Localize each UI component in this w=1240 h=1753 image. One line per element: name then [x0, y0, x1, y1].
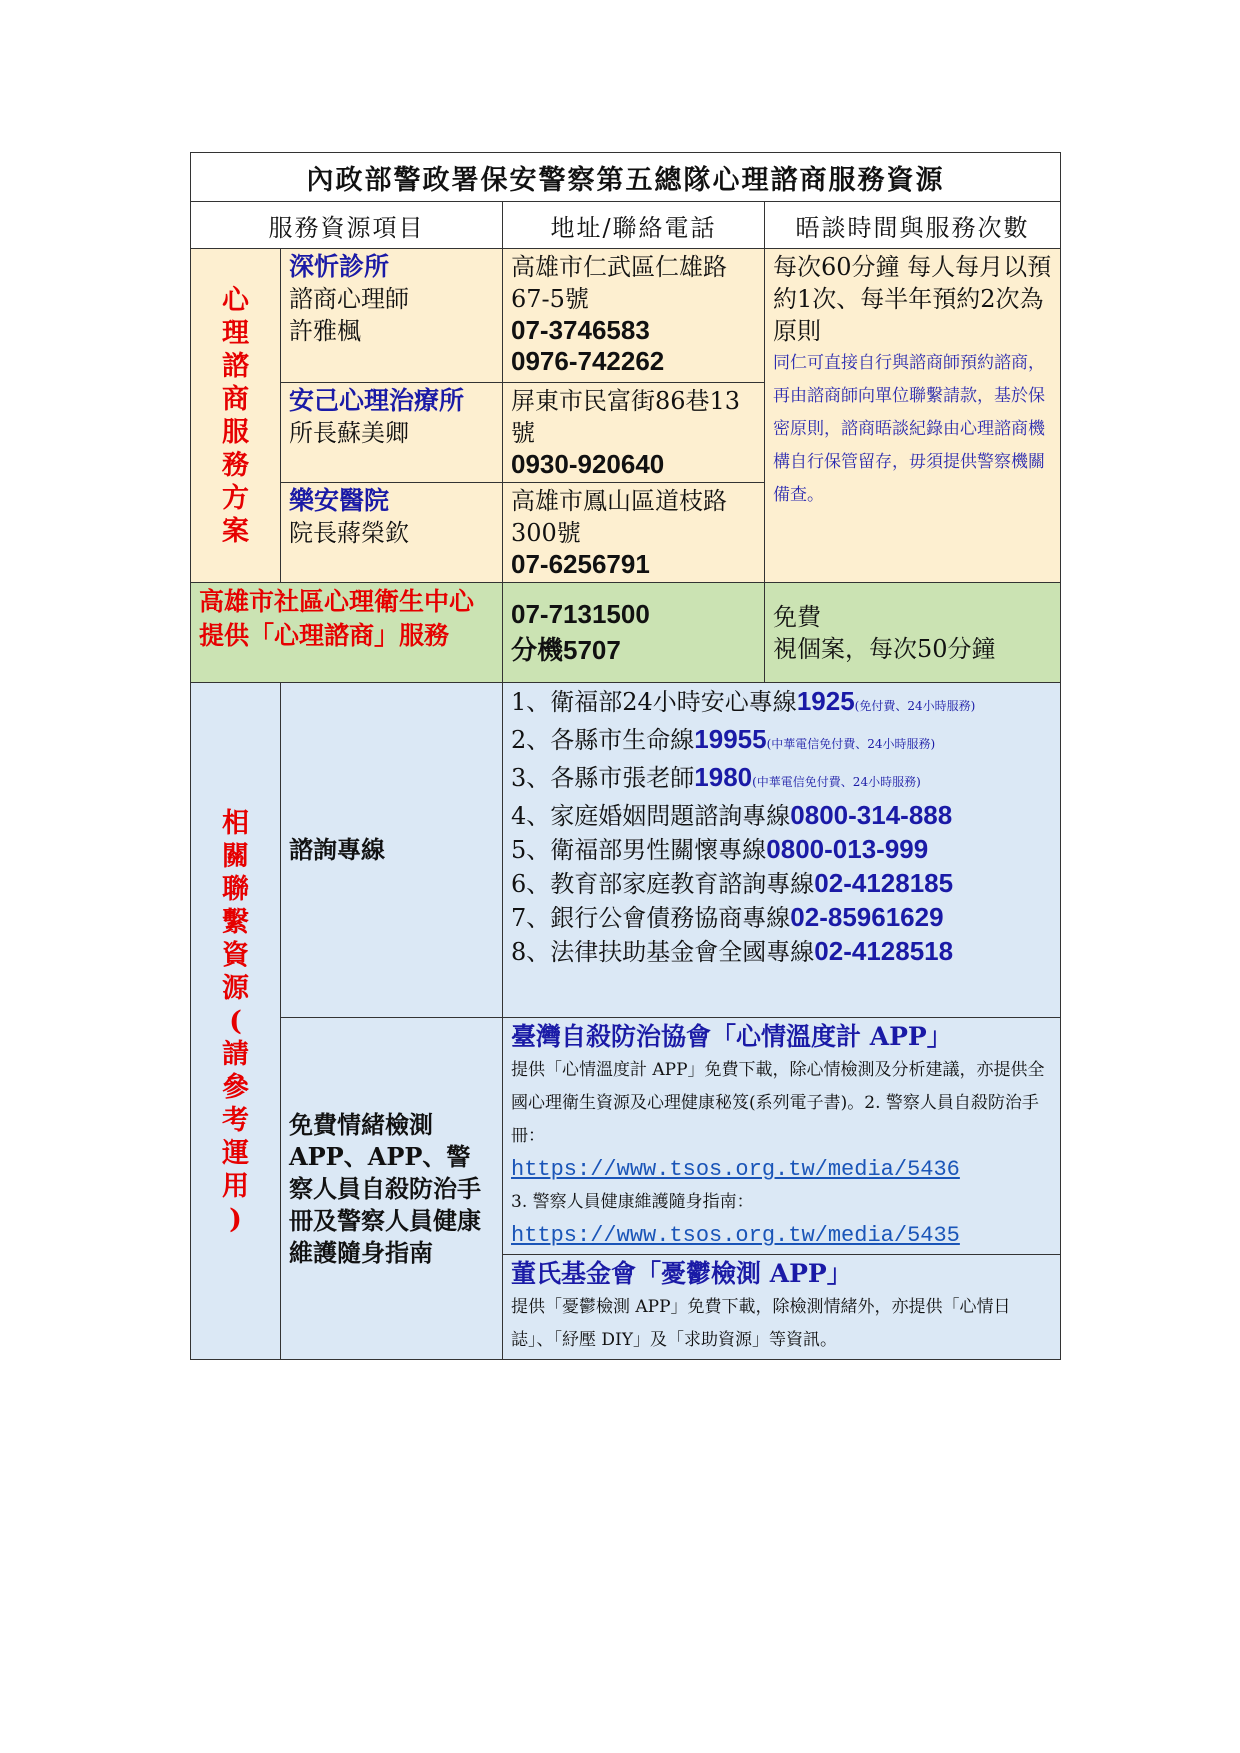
provider-name: 樂安醫院	[289, 486, 390, 515]
hotline-item: 2、各縣市生命線19955(中華電信免付費、24小時服務)	[511, 724, 936, 754]
community-session-cell	[765, 583, 1061, 683]
provider-title: 院長蔣榮欽	[289, 519, 409, 547]
provider-address: 高雄市鳳山區道枝路300號	[511, 487, 727, 547]
page-title: 內政部警政署保安警察第五總隊心理諮商服務資源	[191, 153, 1061, 202]
provider-name: 安己心理治療所	[289, 386, 465, 415]
hotline-item: 5、衛福部男性關懷專線0800-013-999	[511, 834, 929, 864]
provider-address: 屏東市民富街86巷13號	[511, 387, 741, 447]
hotline-item: 6、教育部家庭教育諮詢專線02-4128185	[511, 868, 954, 898]
app1-desc2: 3. 警察人員健康維護隨身指南：	[511, 1192, 754, 1212]
app2-desc: 提供「憂鬱檢測 APP」免費下載，除檢測情緒外，亦提供「心情日誌」、「紓壓 DIY」及「求助資源」等資訊。	[511, 1297, 1011, 1350]
hotline-item: 8、法律扶助基金會全國專線02-4128518	[511, 936, 954, 966]
provider-address: 高雄市仁武區仁雄路67-5號	[511, 253, 727, 313]
address-cell	[503, 483, 765, 583]
suicide-prevention-handbook-link[interactable]: https://www.tsos.org.tw/media/5436	[511, 1157, 960, 1182]
provider-person: 許雅楓	[289, 317, 361, 345]
provider-phone: 0976-742262	[511, 346, 665, 376]
group-label-related-resources: 相 關 聯 繫 資 源 ( 請 參 考 運 用 )	[191, 683, 281, 1360]
community-phone: 07-7131500	[511, 598, 650, 629]
provider-cell	[281, 383, 503, 483]
provider-phone: 07-6256791	[511, 549, 650, 579]
community-duration: 視個案，每次50分鐘	[773, 634, 996, 663]
community-extension: 分機5707	[511, 634, 621, 665]
group-label-counseling: 心 理 諮 商 服 務 方 案	[191, 249, 281, 583]
community-phone-cell	[503, 583, 765, 683]
address-cell	[503, 249, 765, 383]
hotline-item: 7、銀行公會債務協商專線02-85961629	[511, 902, 944, 932]
group-label-community-center: 高雄市社區心理衛生中心提供「心理諮商」服務	[191, 583, 503, 683]
provider-cell	[281, 249, 503, 383]
app1-cell	[503, 1018, 1061, 1255]
provider-name: 深忻診所	[289, 252, 390, 281]
app1-title: 臺灣自殺防治協會「心情溫度計 APP」	[511, 1022, 952, 1051]
header-address-phone: 地址/聯絡電話	[503, 202, 765, 249]
app1-desc: 提供「心情溫度計 APP」免費下載，除心情檢測及分析建議，亦提供全國心理衛生資源及心理健康秘笈(系列電子書)。2. 警察人員自殺防治手冊：	[511, 1060, 1045, 1146]
header-session-time: 晤談時間與服務次數	[765, 202, 1061, 249]
health-guide-link[interactable]: https://www.tsos.org.tw/media/5435	[511, 1223, 960, 1248]
address-cell	[503, 383, 765, 483]
hotline-item: 3、各縣市張老師1980(中華電信免付費、24小時服務)	[511, 762, 921, 792]
session-note: 同仁可直接自行與諮商師預約諮商，再由諮商師向單位聯繫請款，基於保密原則，諮商晤談紀錄由心理諮商機構自行保管留存，毋須提供警察機關備查。	[773, 353, 1045, 505]
app-label: 免費情緒檢測APP、APP、警察人員自殺防治手冊及警察人員健康維護隨身指南	[281, 1018, 503, 1360]
community-fee: 免費	[773, 602, 821, 631]
session-cell	[765, 249, 1061, 583]
hotline-list	[503, 683, 1061, 1018]
provider-cell	[281, 483, 503, 583]
provider-phone: 0930-920640	[511, 449, 665, 479]
hotline-item: 4、家庭婚姻問題諮詢專線0800-314-888	[511, 800, 953, 830]
app2-title: 董氏基金會「憂鬱檢測 APP」	[511, 1259, 852, 1288]
header-service-item: 服務資源項目	[191, 202, 503, 249]
hotline-label: 諮詢專線	[281, 683, 503, 1018]
resource-table	[190, 152, 1061, 1360]
hotline-item: 1、衛福部24小時安心專線1925(免付費、24小時服務)	[511, 686, 976, 716]
provider-role: 諮商心理師	[289, 285, 409, 313]
provider-phone: 07-3746583	[511, 315, 650, 345]
session-rule: 每次60分鐘 每人每月以預約1次、每半年預約2次為原則	[773, 253, 1052, 345]
app2-cell	[503, 1255, 1061, 1360]
provider-title: 所長蘇美卿	[289, 419, 409, 447]
